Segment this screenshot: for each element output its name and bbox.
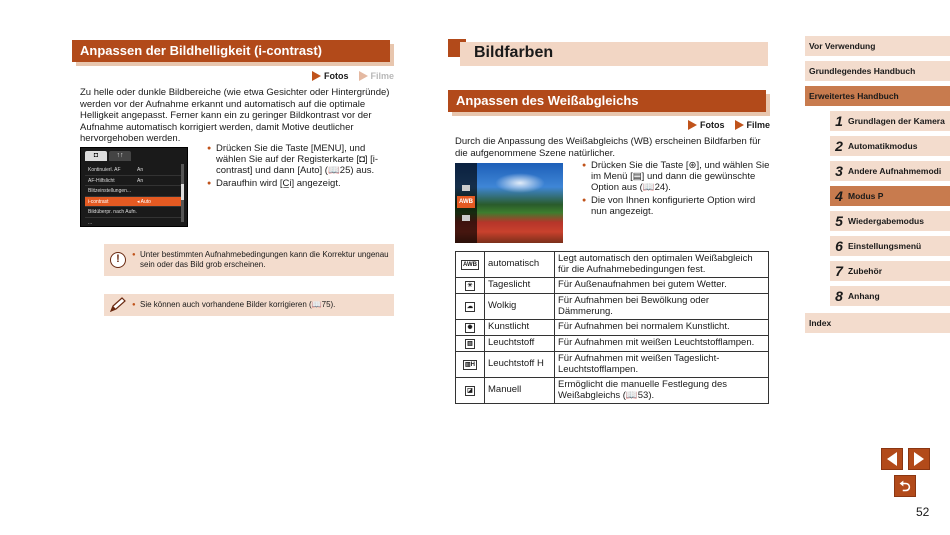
wb-mode-icon: AWB — [463, 262, 477, 268]
wb-mode-name: Kunstlicht — [485, 320, 555, 336]
warning-text: ● Unter bestimmten Aufnahmebedingungen kann die Korrektur ungenau sein oder das Bild grob erscheinen. — [132, 250, 394, 271]
wb-mode-description: Für Aufnahmen mit weißen Tageslicht-Leuchtstofflampen. — [555, 352, 769, 378]
intro-i-contrast: Zu helle oder dunkle Bildbereiche (wie etwa Gesichter oder Hintergründe) werden vor der Aufnahme erkannt und automatisch auf die optimale Helligkeit angepasst. Ferner kann ein zu geringer Bildkontrast vor der Aufnahme automatisch korrigiert werden, damit Motive deutlicher hervorgehoben werden. — [80, 87, 390, 144]
wb-mode-description: Für Aufnahmen mit weißen Leuchtstofflampen. — [555, 336, 769, 352]
tag-fotos: Fotos — [688, 120, 725, 130]
wb-table-row — [456, 378, 769, 404]
wb-mode-icon: ✺ — [467, 325, 473, 331]
wb-mode-icon: ☁ — [467, 304, 473, 310]
wb-table-row — [456, 278, 769, 294]
steps-white-balance — [582, 160, 772, 219]
chapter-title: Bildfarben — [460, 42, 768, 66]
white-balance-table — [455, 251, 769, 404]
wb-mode-description: Für Außenaufnahmen bei gutem Wetter. — [555, 278, 769, 294]
step-item: ● Daraufhin wird [C̲i] angezeigt. — [207, 178, 397, 189]
wb-table-row — [456, 352, 769, 378]
triangle-icon — [312, 71, 321, 81]
triangle-icon — [735, 120, 744, 130]
nav-chapter-2[interactable]: 2 Automatikmodus — [830, 136, 950, 156]
wb-mode-name: Wolkig — [485, 294, 555, 320]
step-item: ● Die von Ihnen konfigurierte Option wird nun angezeigt. — [582, 195, 772, 217]
wb-mode-description: Ermöglicht die manuelle Festlegung des Weißabgleichs (📖53). — [555, 378, 769, 404]
camera-menu-row: Kontinuierl. AF An — [85, 165, 181, 176]
tag-filme: Filme — [735, 120, 771, 130]
step-item: ● Drücken Sie die Taste [⊛], und wählen Sie im Menü [▤] und dann die gewünschte Option aus (📖24). — [582, 160, 772, 193]
camera-tab-setup: ↑↑ — [109, 151, 131, 161]
note-box — [104, 294, 394, 316]
section-title-white-balance: Anpassen des Weißabgleichs — [448, 90, 766, 112]
nav-erweitertes-handbuch[interactable]: Erweitertes Handbuch — [805, 86, 950, 106]
wb-mode-icon: ☀ — [467, 283, 473, 289]
nav-chapter-7[interactable]: 7 Zubehör — [830, 261, 950, 281]
triangle-icon — [359, 71, 368, 81]
arrow-left-icon — [887, 452, 897, 466]
wb-mode-name: automatisch — [485, 252, 555, 278]
nav-chapter-5[interactable]: 5 Wiedergabemodus — [830, 211, 950, 231]
warning-box — [104, 244, 394, 276]
wb-table-row — [456, 252, 769, 278]
wb-mode-name: Tageslicht — [485, 278, 555, 294]
nav-chapter-6[interactable]: 6 Einstellungsmenü — [830, 236, 950, 256]
pencil-icon — [109, 297, 127, 313]
page-number: 52 — [916, 505, 930, 519]
example-photo-field — [455, 163, 563, 243]
wb-mode-icon: ▥H — [464, 362, 475, 368]
media-tags-right — [688, 120, 770, 130]
nav-chapter-8[interactable]: 8 Anhang — [830, 286, 950, 306]
step-item: ● Drücken Sie die Taste [MENU], und wählen Sie auf der Registerkarte [◘] [i-contrast] und dann [Auto] (📖25) aus. — [207, 143, 397, 176]
nav-chapter-4[interactable]: 4 Modus P — [830, 186, 950, 206]
media-tags-left — [312, 71, 394, 81]
prev-page-button[interactable] — [881, 448, 903, 470]
nav-vor-verwendung[interactable]: Vor Verwendung — [805, 36, 950, 56]
next-page-button[interactable] — [908, 448, 930, 470]
tag-fotos: Fotos — [312, 71, 349, 81]
nav-chapter-3[interactable]: 3 Andere Aufnahmemodi — [830, 161, 950, 181]
nav-chapter-1[interactable]: 1 Grundlagen der Kamera — [830, 111, 950, 131]
return-button[interactable]: ⮌ — [894, 475, 916, 497]
camera-menu-screenshot — [80, 147, 188, 227]
camera-menu-row: Blitzeinstellungen... — [85, 186, 181, 197]
nav-grundlegendes-handbuch[interactable]: Grundlegendes Handbuch — [805, 61, 950, 81]
section-title-i-contrast: Anpassen der Bildhelligkeit (i-contrast) — [72, 40, 390, 62]
wb-table-row — [456, 294, 769, 320]
tag-filme: Filme — [359, 71, 395, 81]
wb-mode-icon: ▥ — [467, 341, 473, 347]
wb-mode-icon: ◪ — [467, 388, 473, 394]
camera-menu-row: Bildüberpr. nach Aufn. ... — [85, 207, 181, 218]
awb-label: AWB — [457, 196, 475, 208]
intro-white-balance: Durch die Anpassung des Weißabgleichs (WB) erscheinen Bildfarben für die aufgenommene Szene natürlicher. — [455, 136, 761, 159]
note-text: ● Sie können auch vorhandene Bilder korrigieren (📖75). — [132, 300, 394, 311]
camera-scrollbar — [181, 164, 184, 222]
wb-mode-description: Legt automatisch den optimalen Weißabgleich für die Aufnahmebedingungen fest. — [555, 252, 769, 278]
wb-mode-description: Für Aufnahmen bei Bewölkung oder Dämmerung. — [555, 294, 769, 320]
camera-menu-row-selected: i-contrast ◂ Auto — [85, 197, 181, 208]
wb-mode-description: Für Aufnahmen bei normalem Kunstlicht. — [555, 320, 769, 336]
wb-selector-strip — [455, 163, 477, 243]
wb-mode-name: Leuchtstoff H — [485, 352, 555, 378]
arrow-right-icon — [914, 452, 924, 466]
warning-icon: ! — [110, 252, 126, 268]
wb-mode-name: Leuchtstoff — [485, 336, 555, 352]
camera-menu-row: AF-Hilfslicht An — [85, 176, 181, 187]
camera-tab-shooting: ◘ — [85, 151, 107, 161]
wb-mode-name: Manuell — [485, 378, 555, 404]
steps-i-contrast — [207, 143, 397, 191]
wb-table-row — [456, 336, 769, 352]
wb-table-row — [456, 320, 769, 336]
triangle-icon — [688, 120, 697, 130]
nav-index[interactable]: Index — [805, 313, 950, 333]
